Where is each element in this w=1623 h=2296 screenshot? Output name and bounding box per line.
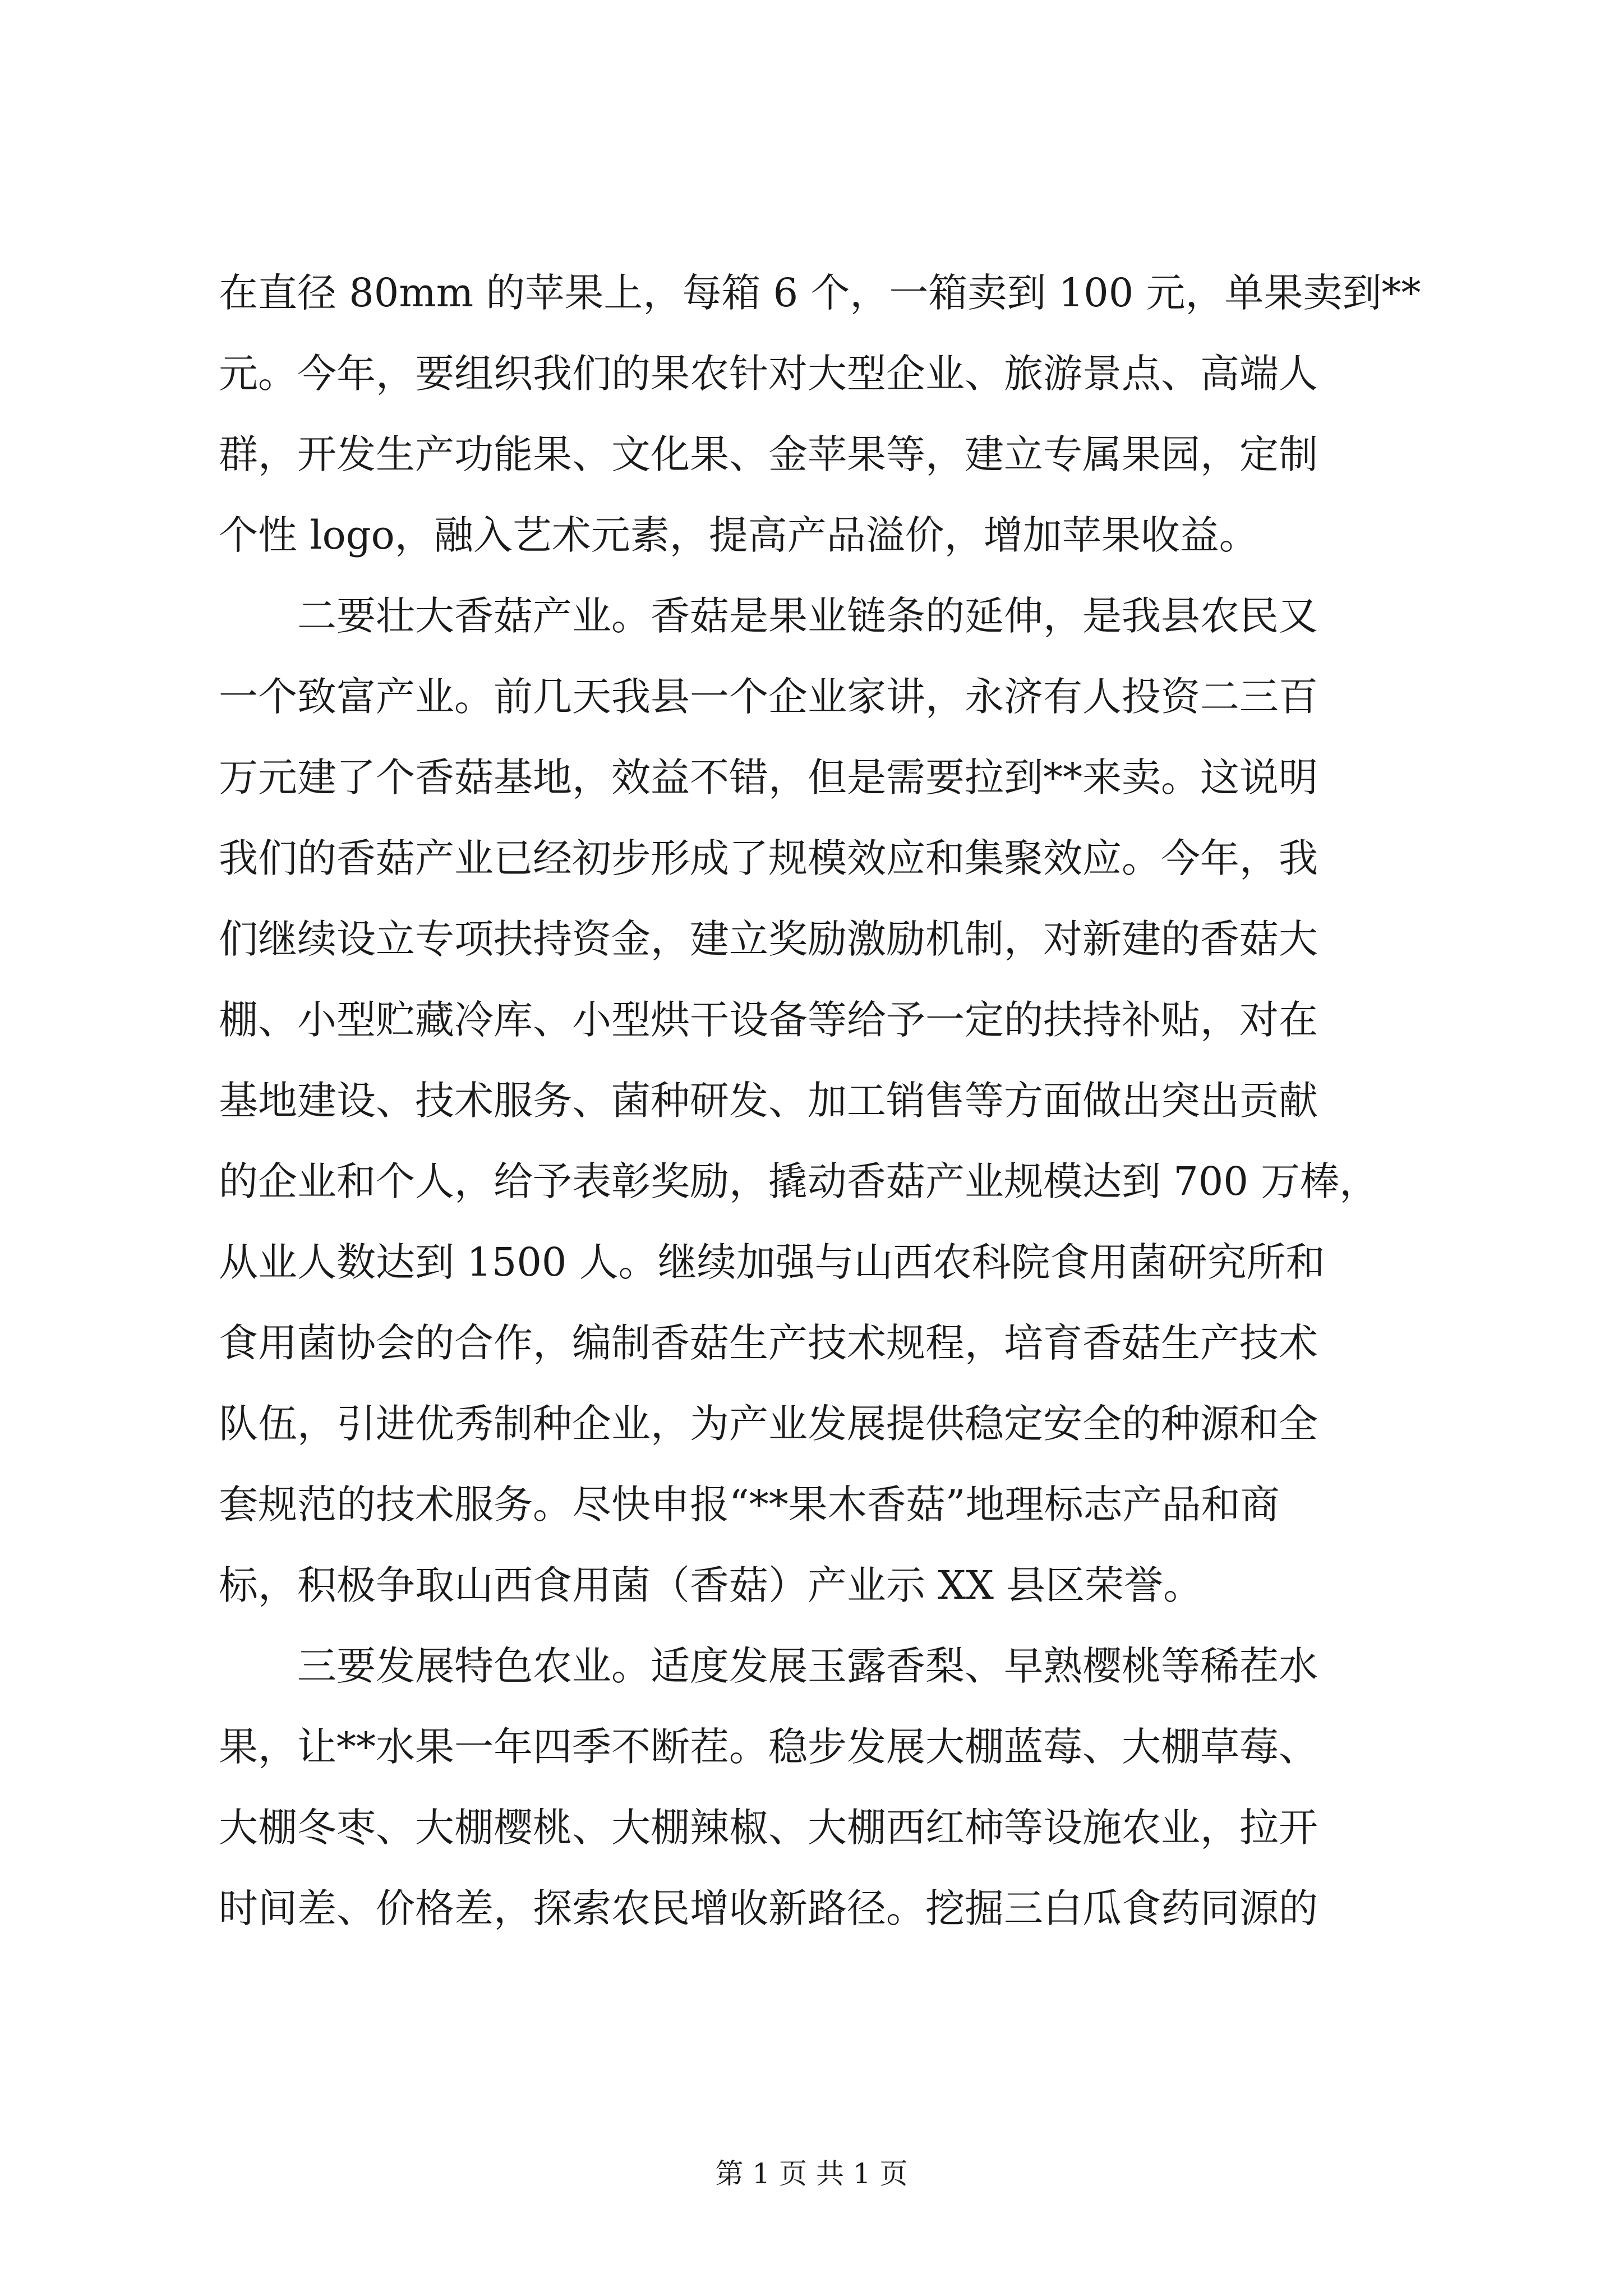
text-line: 在直径 80mm 的苹果上，每箱 6 个，一箱卖到 100 元，单果卖到** — [219, 270, 1421, 316]
text-line: 棚、小型贮藏冷库、小型烘干设备等给予一定的扶持补贴，对在 — [219, 997, 1318, 1043]
text-line: 一个致富产业。前几天我县一个企业家讲，永济有人投资二三百 — [219, 674, 1318, 720]
text-line: 队伍，引进优秀制种企业，为产业发展提供稳定安全的种源和全 — [219, 1401, 1318, 1447]
text-line: 套规范的技术服务。尽快申报“**果木香菇”地理标志产品和商 — [219, 1481, 1280, 1527]
text-line: 二要壮大香菇产业。香菇是果业链条的延伸，是我县农民又 — [297, 593, 1318, 639]
text-line: 时间差、价格差，探索农民增收新路径。挖掘三白瓜食药同源的 — [219, 1885, 1318, 1931]
text-line: 三要发展特色农业。适度发展玉露香梨、早熟樱桃等稀茬水 — [297, 1643, 1318, 1689]
text-line: 大棚冬枣、大棚樱桃、大棚辣椒、大棚西红柿等设施农业，拉开 — [219, 1805, 1318, 1851]
text-line: 标，积极争取山西食用菌（香菇）产业示 XX 县区荣誉。 — [219, 1562, 1203, 1608]
text-line: 果，让**水果一年四季不断茬。稳步发展大棚蓝莓、大棚草莓、 — [219, 1724, 1318, 1770]
text-line: 们继续设立专项扶持资金，建立奖励激励机制，对新建的香菇大 — [219, 916, 1318, 962]
text-line: 元。今年，要组织我们的果农针对大型企业、旅游景点、高端人 — [219, 351, 1318, 397]
text-line: 万元建了个香菇基地，效益不错，但是需要拉到**来卖。这说明 — [219, 754, 1318, 800]
page-number-footer: 第 1 页 共 1 页 — [715, 2157, 908, 2190]
text-line: 群，开发生产功能果、文化果、金苹果等，建立专属果园，定制 — [219, 431, 1318, 477]
text-line: 的企业和个人，给予表彰奖励，撬动香菇产业规模达到 700 万棒， — [219, 1158, 1379, 1204]
text-line: 个性 logo，融入艺术元素，提高产品溢价，增加苹果收益。 — [219, 512, 1258, 558]
text-line: 从业人数达到 1500 人。继续加强与山西农科院食用菌研究所和 — [219, 1239, 1325, 1285]
text-line: 食用菌协会的合作，编制香菇生产技术规程，培育香菇生产技术 — [219, 1320, 1318, 1366]
text-line: 我们的香菇产业已经初步形成了规模效应和集聚效应。今年，我 — [219, 835, 1318, 881]
text-line: 基地建设、技术服务、菌种研发、加工销售等方面做出突出贡献 — [219, 1078, 1318, 1124]
